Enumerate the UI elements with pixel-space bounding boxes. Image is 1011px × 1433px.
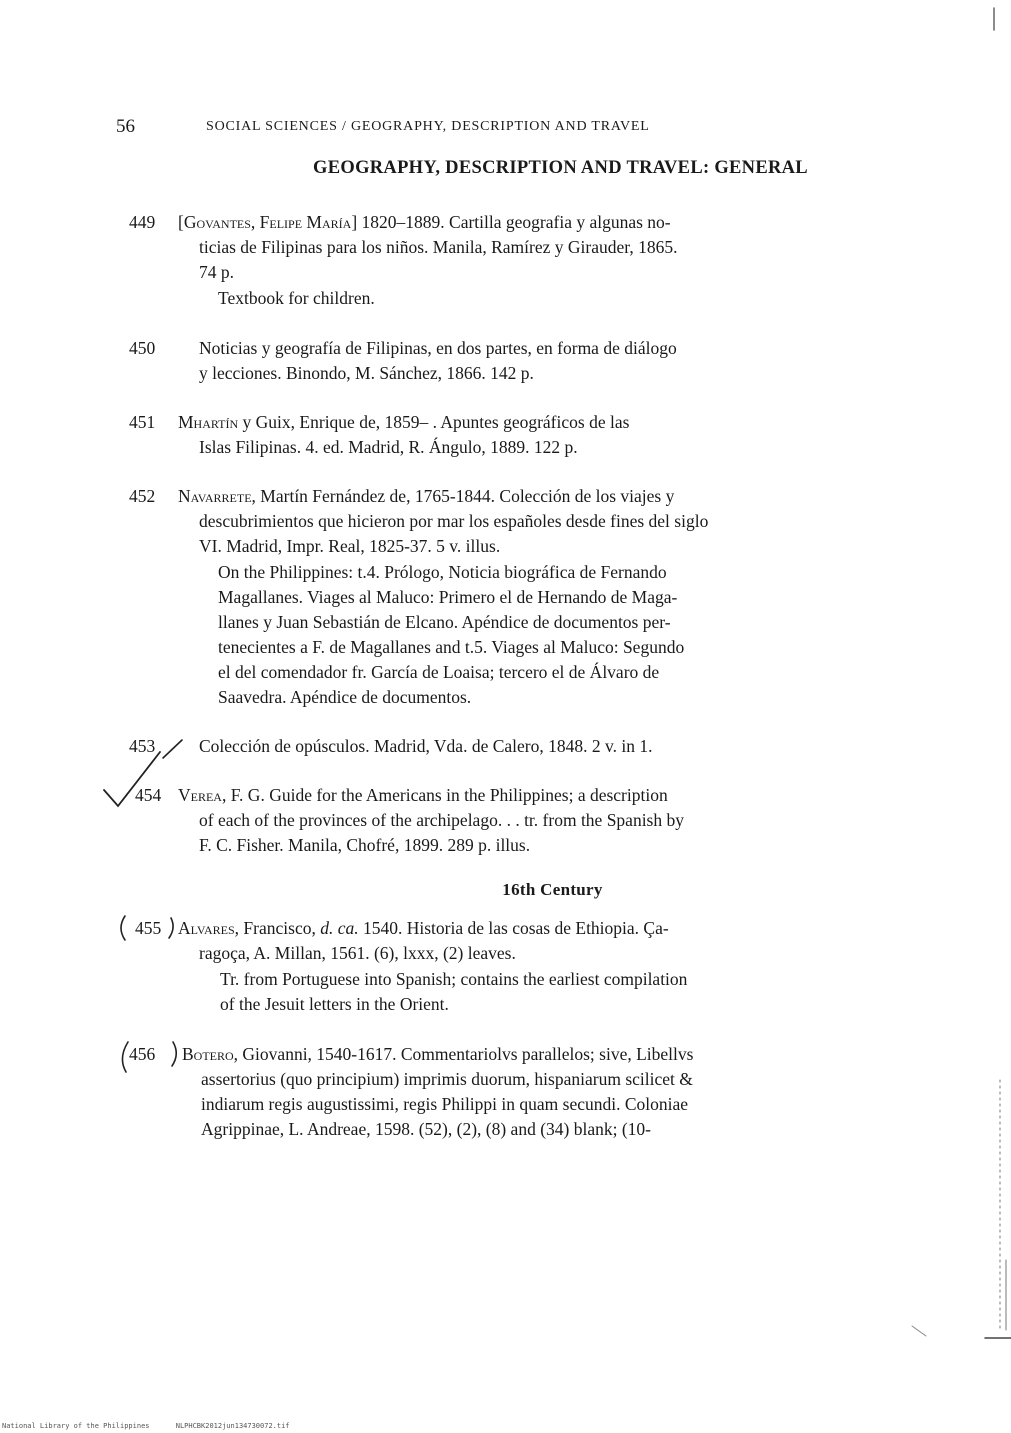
entry-line: 74 p. — [199, 262, 234, 282]
entry-line: Islas Filipinas. 4. ed. Madrid, R. Ángulo, 1889. 122 p. — [199, 437, 578, 457]
entry-note: tenecientes a F. de Magallanes and t.5. Viages al Maluco: Segundo — [218, 637, 685, 657]
scan-footer — [2, 1422, 312, 1430]
entry-line: Botero, Giovanni, 1540-1617. Commentariolvs parallelos; sive, Libellvs — [182, 1044, 694, 1064]
entry-note: Tr. from Portuguese into Spanish; contains the earliest compilation — [220, 969, 688, 989]
entry-line: assertorius (quo principium) imprimis duorum, hispaniarum scilicet & — [201, 1069, 693, 1089]
entry-line: VI. Madrid, Impr. Real, 1825-37. 5 v. illus. — [199, 536, 501, 556]
entry-note: llanes y Juan Sebastián de Elcano. Apéndice de documentos per- — [218, 612, 671, 632]
scan-speck-icon — [912, 1326, 926, 1336]
entry-note: of the Jesuit letters in the Orient. — [220, 994, 449, 1014]
entry-number: 455 — [135, 918, 162, 938]
entry-author: Navarrete, — [178, 486, 256, 506]
entry-line: Noticias y geografía de Filipinas, en dos partes, en forma de diálogo — [199, 338, 677, 358]
entry-line: Verea, F. G. Guide for the Americans in the Philippines; a description — [178, 785, 668, 805]
footer-library: National Library of the Philippines — [2, 1422, 150, 1430]
entry-number: 454 — [135, 785, 162, 805]
footer-file: NLPHCBK2012jun134730072.tif — [175, 1422, 290, 1430]
entry-author: Alvares, — [178, 918, 240, 938]
bracket-right-455-icon — [169, 918, 173, 938]
running-head — [0, 116, 1011, 140]
entry-line: y lecciones. Binondo, M. Sánchez, 1866. 142 p. — [199, 363, 534, 383]
entry-author: Verea, — [178, 785, 227, 805]
entry-note: On the Philippines: t.4. Prólogo, Noticia biográfica de Fernando — [218, 562, 667, 582]
page-number: 56 — [116, 116, 135, 137]
entry-line: of each of the provinces of the archipelago. . . tr. from the Spanish by — [199, 810, 684, 830]
entry-number: 450 — [129, 338, 156, 358]
entry-line: Mhartín y Guix, Enrique de, 1859– . Apuntes geográficos de las — [178, 412, 630, 432]
running-title: SOCIAL SCIENCES / GEOGRAPHY, DESCRIPTION AND TRAVEL — [206, 119, 650, 134]
entry-author: Mhartín — [178, 412, 239, 432]
entry-note: Saavedra. Apéndice de documentos. — [218, 687, 472, 707]
section-heading-16th-century: 16th Century — [502, 880, 603, 899]
entry-line: ragoça, A. Millan, 1561. (6), lxxx, (2) leaves. — [199, 943, 516, 963]
entry-line: F. C. Fisher. Manila, Chofré, 1899. 289 p. illus. — [199, 835, 531, 855]
entry-line: Colección de opúsculos. Madrid, Vda. de Calero, 1848. 2 v. in 1. — [199, 736, 653, 756]
entry-number: 451 — [129, 412, 156, 432]
entry-line: ticias de Filipinas para los niños. Manila, Ramírez y Girauder, 1865. — [199, 237, 678, 257]
entry-line: indiarum regis augustissimi, regis Philippi in quam secundi. Coloniae — [201, 1094, 689, 1114]
section-heading-general: GEOGRAPHY, DESCRIPTION AND TRAVEL: GENERAL — [313, 158, 808, 178]
entry-line: [Govantes, Felipe María] 1820–1889. Cartilla geografia y algunas no- — [178, 212, 671, 232]
bracket-left-455-icon — [121, 916, 125, 940]
check-mark-453-icon — [163, 740, 182, 758]
entry-line: Agrippinae, L. Andreae, 1598. (52), (2), (8) and (34) blank; (10- — [201, 1119, 652, 1139]
entry-number: 449 — [129, 212, 156, 232]
entry-line: descubrimientos que hicieron por mar los españoles desde fines del siglo — [199, 511, 709, 531]
entry-note: Magallanes. Viages al Maluco: Primero el de Hernando de Maga- — [218, 587, 678, 607]
entry-line: Alvares, Francisco, d. ca. 1540. Historia de las cosas de Ethiopia. Ça- — [178, 918, 669, 938]
entry-line: Navarrete, Martín Fernández de, 1765-1844. Colección de los viajes y — [178, 486, 675, 506]
entry-number: 452 — [129, 486, 156, 506]
entry-author: Botero, — [182, 1044, 239, 1064]
entry-author: [Govantes, Felipe María] — [178, 212, 358, 232]
bracket-left-456-icon — [122, 1042, 128, 1072]
entry-note: Textbook for children. — [218, 288, 375, 308]
entry-number: 453 — [129, 736, 156, 756]
entry-note: el del comendador fr. García de Loaisa; tercero el de Álvaro de — [218, 662, 660, 682]
entry-number: 456 — [129, 1044, 156, 1064]
bracket-right-456-icon — [172, 1042, 176, 1066]
